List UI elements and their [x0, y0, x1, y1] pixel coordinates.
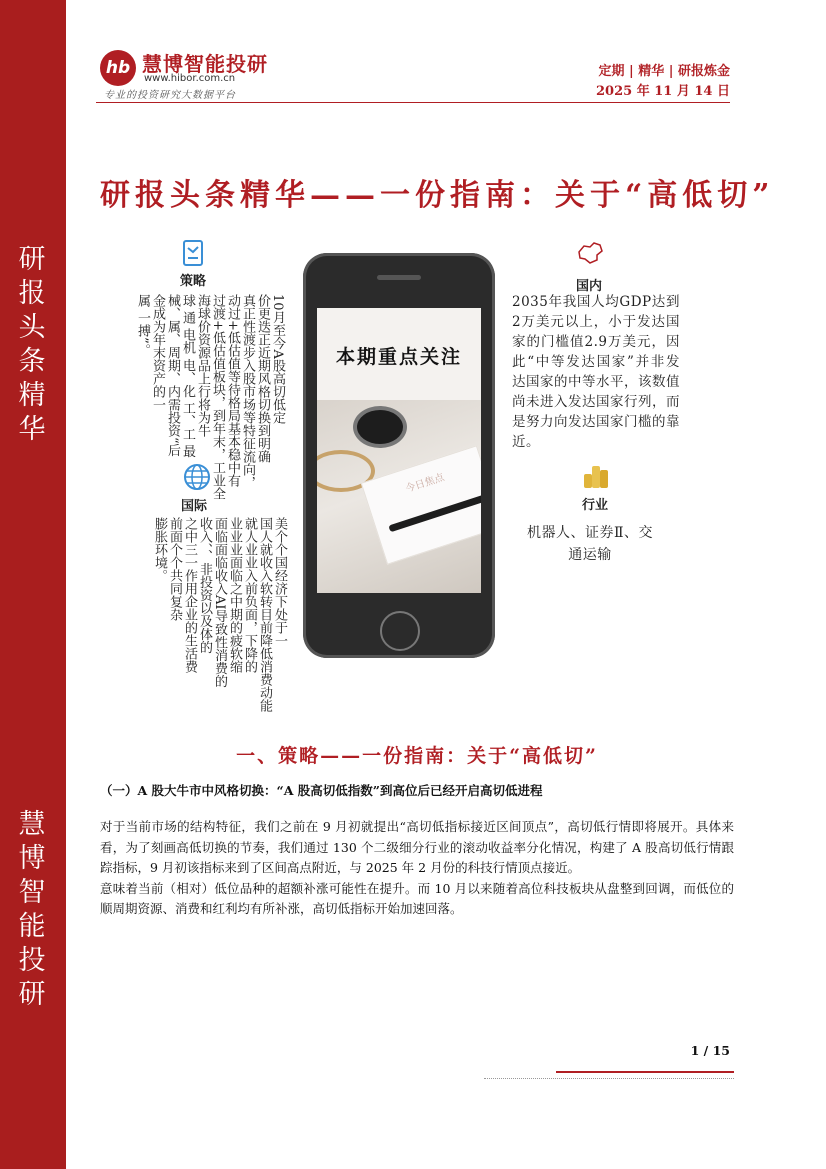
- phone-illustration: [303, 253, 495, 658]
- header-date: 2025 年 11 月 14 日: [596, 84, 730, 99]
- coins-icon: [580, 460, 610, 490]
- logo-tagline: 专业的投资研究大数据平台: [104, 90, 236, 101]
- international-column: 膨胀环境。: [152, 517, 167, 582]
- international-text: [117, 517, 287, 712]
- page-title: 研报头条精华——一份指南：关于“高低切”: [100, 178, 775, 213]
- industry-label: 行业: [582, 498, 609, 513]
- desk-photo: [317, 400, 481, 593]
- phone-screen: [317, 308, 481, 593]
- domestic-label: 国内: [576, 279, 603, 294]
- card-label: 今日焦点: [404, 472, 446, 496]
- international-column: 美个个国经济下处于一: [272, 517, 287, 647]
- strategy-text: [115, 294, 285, 500]
- page-number: 1 / 15: [690, 1043, 730, 1058]
- strategy-column: 械、属、周期、内需投资“后: [165, 294, 180, 457]
- strategy-column: 海球价资源品上行将为牛: [195, 294, 210, 437]
- globe-icon: [182, 462, 212, 492]
- strategy-column: 动过+低估值等待格局基本稳中有: [225, 294, 240, 487]
- domestic-text: 2035年我国人均GDP达到2万美元以上，小于发达国家的门槛值2.9万美元，因此“中等发达国家”并非发达国家的中等水平，该数值尚未进入发达国家行列，而是努力向发达国家门槛的靠近。: [512, 294, 680, 450]
- china-map-icon: [575, 238, 605, 268]
- international-column: 之中三一作用企业的生活费: [182, 517, 197, 673]
- logo-url: www.hibor.com.cn: [144, 73, 236, 84]
- header-tags: 定期 | 精华 | 研报炼金: [598, 64, 730, 79]
- strategy-column: 10月至今A股高切低定: [270, 294, 285, 424]
- logo-mark-icon: hb: [100, 50, 136, 86]
- international-column: 收入、、非投资以及体的: [197, 517, 212, 654]
- camera-icon: [353, 406, 407, 448]
- body-paragraph: 对于当前市场的结构特征，我们之前在 9 月初就提出“高切低指标接近区间顶点”，高切低行情即将展开。具体来看，为了刻画高低切换的节奏，我们通过 130 个二级细分行业的滚动收益率分化情况，构建了 A 股高切低行情跟踪指标，9 月初该指标来到了区间高点附近，与 2025 年 2 月份的科技行情顶点接近。: [100, 819, 734, 875]
- strategy-column: 过渡+低估值板块，到年末，工业全: [210, 294, 225, 500]
- sidebar-title-bottom: 慧 博 智 能 投 研: [18, 809, 48, 1010]
- strategy-icon: [178, 238, 208, 268]
- strategy-column: 真正性渡步入股市场等特征流向，: [240, 294, 255, 489]
- strategy-column: 价更迭正近期风格切换到明确: [255, 294, 270, 463]
- footer-rule: [556, 1071, 734, 1073]
- screen-title: 本期重点关注: [335, 346, 462, 368]
- international-column: 面临面临收入AI导致性消费的: [212, 517, 227, 688]
- phone-speaker: [377, 275, 421, 280]
- sidebar-title-top: 研 报 头 条 精 华: [18, 244, 48, 445]
- footer-dotted-rule: [484, 1078, 734, 1079]
- strategy-label: 策略: [180, 274, 207, 289]
- body-paragraph: 意味着当前（相对）低位品种的超额补涨可能性在提升。而 10 月以来随着高位科技板块从盘整到回调，而低位的顺周期资源、消费和红利均有所补涨，高切低指标开始加速回落。: [100, 880, 734, 916]
- section-body: [100, 817, 734, 920]
- international-column: 就人业业入前负面，下降的: [242, 517, 257, 673]
- international-column: 业业业面临之中期的疲软缩: [227, 517, 242, 673]
- strategy-column: 属 一搏”。: [135, 294, 150, 357]
- section-subheading: （一）A 股大牛市中风格切换：“A 股高切低指数”到高位后已经开启高切低进程: [100, 783, 543, 798]
- international-column: 前面个个共同复杂: [167, 517, 182, 621]
- strategy-column: 球 通 电机 电、化 工、工 最: [180, 294, 195, 458]
- section-heading: 一、策略——一份指南：关于“高低切”: [236, 745, 598, 767]
- international-label: 国际: [181, 499, 208, 514]
- logo-name: 慧博智能投研: [142, 52, 268, 76]
- industry-text: 机器人、证券Ⅱ、交通运输: [526, 525, 653, 563]
- strategy-column: 金成为年末资产的一: [150, 294, 165, 411]
- header-meta: [596, 62, 730, 102]
- home-button-icon: [380, 611, 420, 651]
- international-column: 国人就收入软转目前降低消费动能: [257, 517, 272, 712]
- header-divider: [96, 102, 730, 103]
